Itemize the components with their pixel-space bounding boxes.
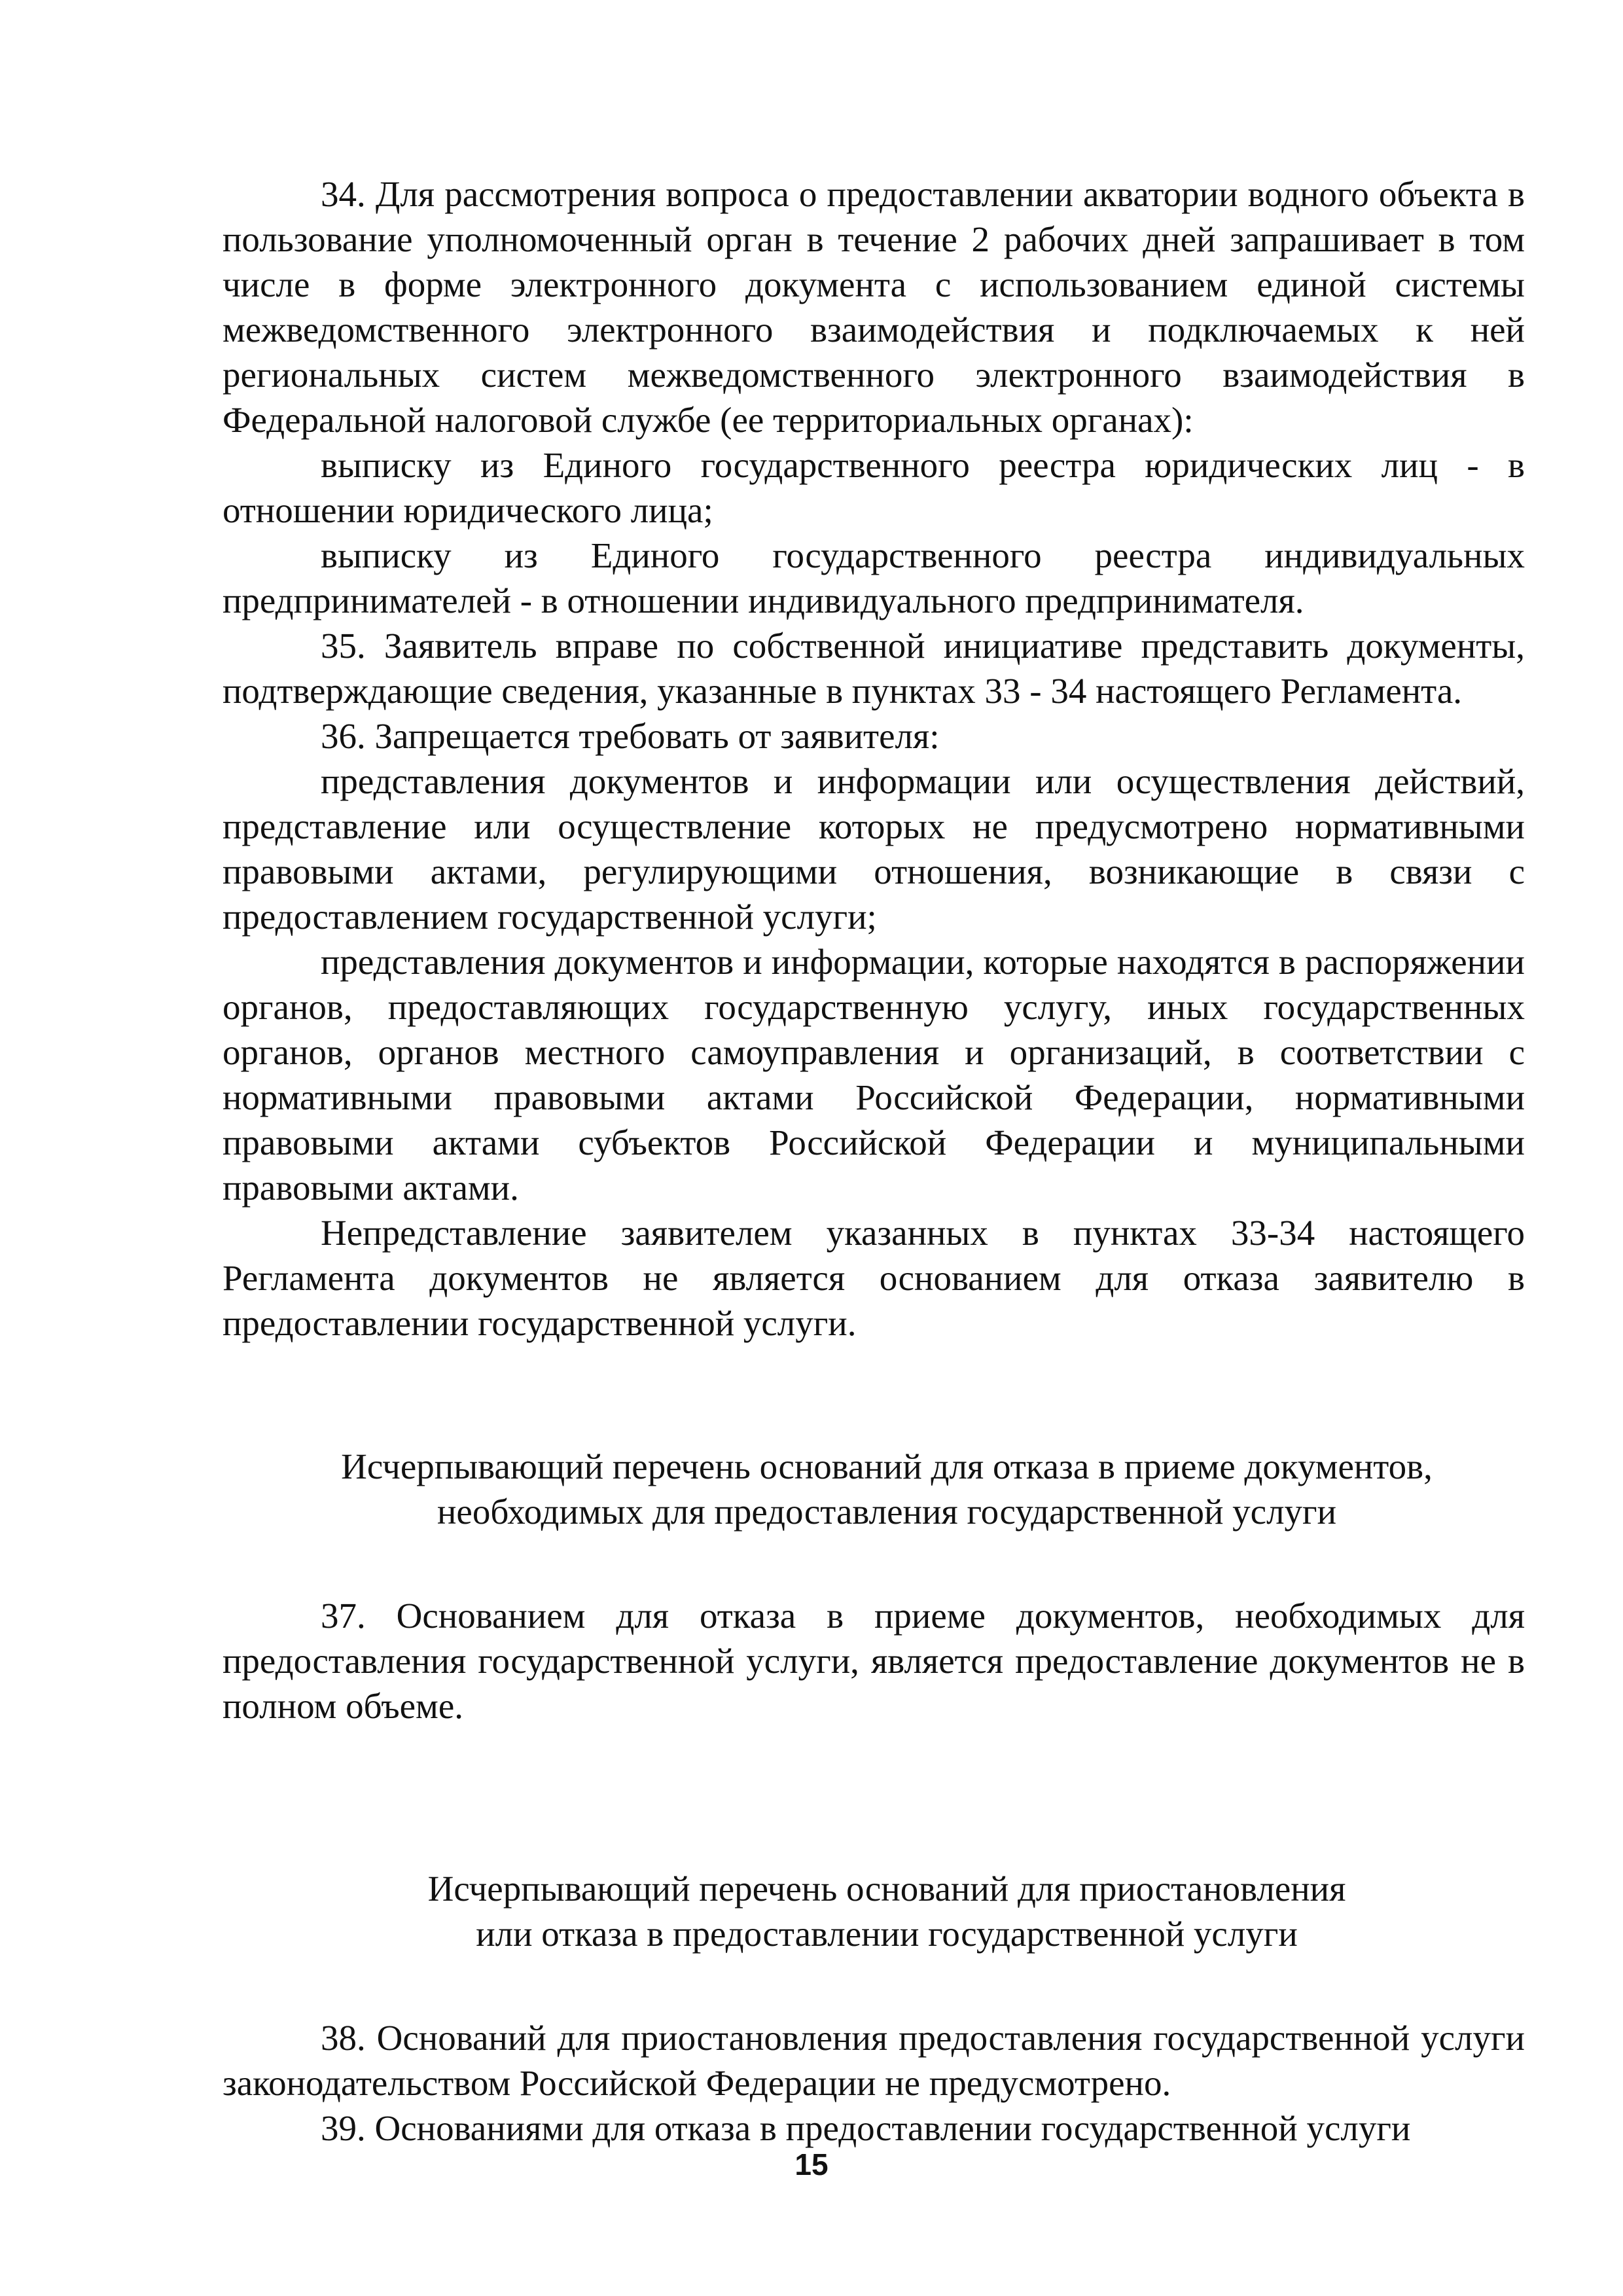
paragraph-34-item-1: выписку из Единого государственного реестра юридических лиц - в отношении юридического лица; [223,445,1525,530]
page-number: 15 [794,2147,829,2181]
section-heading-refusal-line2: необходимых для предоставления государственной услуги [437,1492,1337,1532]
paragraph-36-item-1: представления документов и информации или осуществления действий, представление или осуществление которых не предусмотрено нормативными правовыми актами, регулирующими отношения, возникающие в связи с предоставлением государственной услуги; [223,761,1525,937]
paragraph-34-item-2: выписку из Единого государственного реестра индивидуальных предпринимателей - в отношении индивидуального предпринимателя. [223,535,1525,620]
paragraph-35: 35. Заявитель вправе по собственной инициативе представить документы, подтверждающие сведения, указанные в пунктах 33 - 34 настоящего Регламента. [223,626,1525,711]
paragraph-36-item-2: представления документов и информации, которые находятся в распоряжении органов, предоставляющих государственную услугу, иных государственных органов, органов местного самоуправления и организаций, в соответствии с нормативными правовыми актами Российской Федерации, нормативными правовыми актами субъектов Российской Федерации и муниципальными правовыми актами. [223,942,1525,1208]
paragraph-34: 34. Для рассмотрения вопроса о предоставлении акватории водного объекта в пользование уполномоченный орган в течение 2 рабочих дней запрашивает в том числе в форме электронного документа с использованием единой системы межведомственного электронного взаимодействия и подключаемых к ней региональных систем межведомственного электронного взаимодействия в Федеральной налоговой службе (ее территориальных органах): [223,174,1525,440]
section-heading-refusal-line1: Исчерпывающий перечень оснований для отказа в приеме документов, [341,1446,1433,1486]
paragraph-39: 39. Основаниями для отказа в предоставлении государственной услуги [321,2108,1411,2148]
paragraph-37: 37. Основанием для отказа в приеме документов, необходимых для предоставления государственной услуги, является предоставление документов не в полном объеме. [223,1596,1525,1726]
paragraph-38: 38. Оснований для приостановления предоставления государственной услуги законодательством Российской Федерации не предусмотрено. [223,2018,1525,2103]
section-heading-suspension-line2: или отказа в предоставлении государственной услуги [476,1914,1298,1954]
section-heading-suspension-line1: Исчерпывающий перечень оснований для приостановления [427,1869,1346,1909]
paragraph-36: 36. Запрещается требовать от заявителя: [321,716,940,756]
paragraph-non-submission: Непредставление заявителем указанных в пунктах 33-34 настоящего Регламента документов не является основанием для отказа заявителю в предоставлении государственной услуги. [223,1213,1525,1343]
document-page [223,171,1525,2151]
